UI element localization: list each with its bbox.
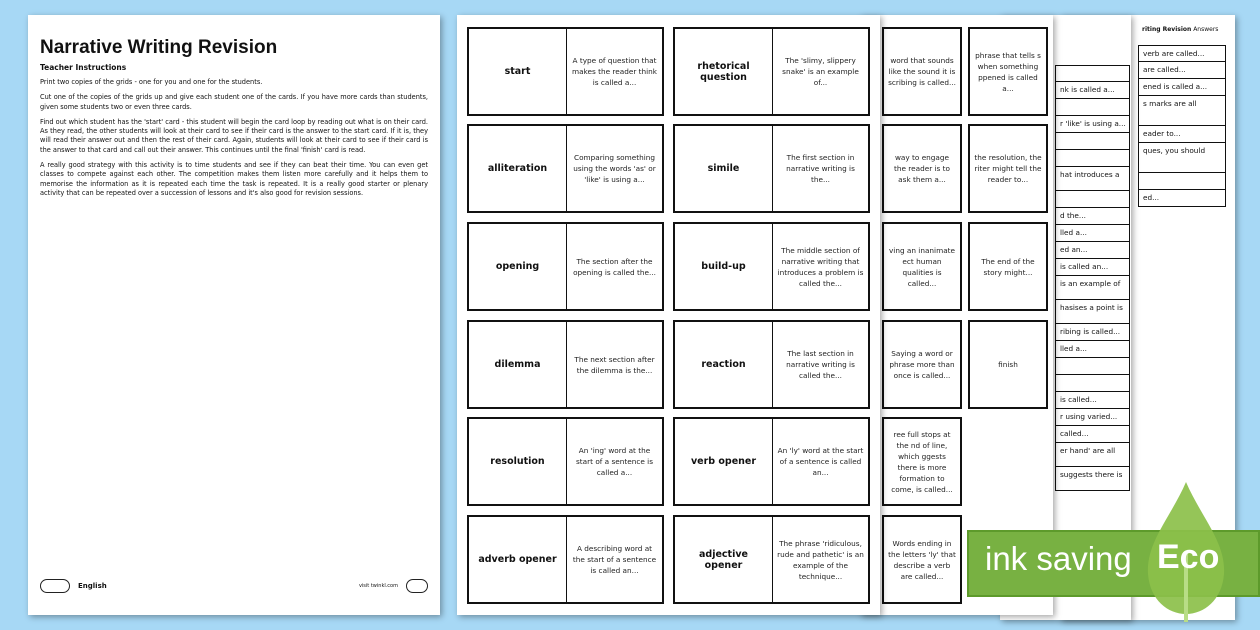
table-row (1055, 150, 1130, 167)
card-term: alliteration (469, 126, 567, 211)
table-row: is an example of (1055, 276, 1130, 300)
table-row: ed... (1138, 190, 1226, 207)
loop-card (968, 124, 1048, 213)
loop-card (673, 124, 870, 213)
answers-header: riting Revision Answers (1142, 26, 1219, 33)
loop-card (673, 320, 870, 409)
eco-label: Eco (1157, 538, 1220, 576)
card-term: start (469, 29, 567, 114)
loop-card (968, 222, 1048, 311)
page-footer (40, 579, 428, 593)
card-term: simile (675, 126, 773, 211)
table-row: r 'like' is using a... (1055, 116, 1130, 133)
table-row: lled a... (1055, 225, 1130, 242)
footer-url: visit twinkl.com (358, 583, 398, 589)
card-definition: The 'slimy, slippery snake' is an example of... (782, 56, 859, 87)
loop-card (968, 320, 1048, 409)
loop-card (882, 222, 962, 311)
instructions-page (28, 15, 440, 615)
loop-card (882, 124, 962, 213)
card-definition: ree full stops at the nd of line, which ggests there is more formation to come, is called... (891, 429, 953, 494)
card-definition: An 'ly' word at the start of a sentence is called an... (777, 446, 864, 477)
table-row: ques, you should (1138, 143, 1226, 173)
loop-card (467, 320, 664, 409)
loop-card (673, 222, 870, 311)
loop-card (882, 515, 962, 604)
table-row: hasises a point is (1055, 300, 1130, 324)
table-row: nk is called a... (1055, 82, 1130, 99)
page-title: Narrative Writing Revision (40, 37, 278, 58)
loop-card (673, 515, 870, 604)
footer-subject: English (78, 582, 107, 590)
card-definition: The next section after the dilemma is the... (574, 354, 655, 375)
table-row (1055, 65, 1130, 82)
card-definition: An 'ing' word at the start of a sentence is called a... (576, 446, 653, 477)
table-row: r using varied... (1055, 409, 1130, 426)
loop-card (467, 417, 664, 506)
loop-card (673, 27, 870, 116)
table-row: called... (1055, 426, 1130, 443)
card-page-1 (457, 15, 880, 615)
badge-icon (406, 579, 428, 593)
table-row (1055, 99, 1130, 116)
table-row: lled a... (1055, 341, 1130, 358)
card-term: adverb opener (469, 517, 567, 602)
table-row (1138, 173, 1226, 190)
table-row: verb are called... (1138, 45, 1226, 62)
table-row: d the... (1055, 208, 1130, 225)
instruction-paragraph: Cut one of the copies of the grids up and give each student one of the cards. If you have more cards than students, given some students two or even three cards. (40, 93, 428, 111)
table-row: hat introduces a (1055, 167, 1130, 191)
card-definition: The phrase 'ridiculous, rude and pathetic' is an example of the technique... (777, 538, 864, 581)
table-row: eader to... (1138, 126, 1226, 143)
card-definition: The section after the opening is called the... (573, 256, 656, 277)
table-row: ened is called a... (1138, 79, 1226, 96)
card-term: adjective opener (675, 517, 773, 602)
card-definition: A describing word at the start of a sentence is called an... (572, 544, 657, 575)
table-row (1055, 375, 1130, 392)
loop-card (968, 27, 1048, 116)
card-definition: word that sounds like the sound it is scribing is called... (888, 56, 956, 87)
card-term: verb opener (675, 419, 773, 504)
instruction-paragraph: Find out which student has the 'start' card - this student will begin the card loop by reading out what is on their card. As they read, the other students will look at their card to see if their card is the answer to the start card. If it is, they will read their answer out and then the rest of their card. Again, students will look at their card to see if their card is the answer to that card and call out their answer. This continues until the final 'finish' card is read. (40, 117, 428, 154)
table-row: ribing is called... (1055, 324, 1130, 341)
card-term: rhetorical question (675, 29, 773, 114)
card-definition: The last section in narrative writing is called the... (786, 349, 855, 380)
card-definition: A type of question that makes the reader think is called a... (571, 56, 658, 87)
loop-card (882, 27, 962, 116)
instruction-paragraph: Print two copies of the grids - one for you and one for the students. (40, 78, 263, 86)
table-row: is called an... (1055, 259, 1130, 276)
ink-saving-text: ink saving (985, 540, 1132, 577)
table-row: is called... (1055, 392, 1130, 409)
table-row: are called... (1138, 62, 1226, 79)
card-term: resolution (469, 419, 567, 504)
card-term: dilemma (469, 322, 567, 407)
table-row (1055, 358, 1130, 375)
loop-card (467, 124, 664, 213)
loop-card (882, 320, 962, 409)
table-row: er hand' are all (1055, 443, 1130, 467)
card-term: build-up (675, 224, 773, 309)
card-definition: Saying a word or phrase more than once is called... (889, 349, 955, 380)
card-term: opening (469, 224, 567, 309)
table-row (1055, 191, 1130, 208)
loop-card (467, 222, 664, 311)
table-row (1055, 133, 1130, 150)
card-definition: The first section in narrative writing is the... (786, 153, 855, 184)
card-definition: finish (998, 360, 1018, 369)
card-definition: The end of the story might... (981, 256, 1035, 277)
instructions-heading: Teacher Instructions (40, 63, 127, 72)
card-definition: the resolution, the riter might tell the reader to... (974, 153, 1042, 184)
twinkl-logo-icon (40, 579, 70, 593)
card-term: reaction (675, 322, 773, 407)
loop-card (467, 27, 664, 116)
card-definition: Words ending in the letters 'ly' that describe a verb are called... (888, 538, 956, 581)
card-definition: ving an inanimate ect human qualities is called... (888, 245, 956, 288)
card-definition: phrase that tells s when something ppened is called a... (975, 50, 1041, 93)
loop-card (467, 515, 664, 604)
loop-card (882, 417, 962, 506)
loop-card (673, 417, 870, 506)
card-definition: way to engage the reader is to ask them a... (893, 153, 950, 184)
card-definition: The middle section of narrative writing that introduces a problem is called the... (777, 245, 864, 288)
card-page-2 (860, 15, 1053, 615)
card-definition: Comparing something using the words 'as' or 'like' is using a... (573, 153, 656, 184)
table-row: suggests there is (1055, 467, 1130, 491)
table-row: s marks are all (1138, 96, 1226, 126)
instruction-paragraph: A really good strategy with this activity is to time students and see if they can beat their time. You can even get classes to compete against each other. The competition makes them listen more carefully and it helps them to memorise the information as it is repeated each time the task is repeated. It is a really good starter or plenary activity that can be repeated over a succession of lessons and it's also good for revision sessions. (40, 161, 428, 197)
table-row: ed an... (1055, 242, 1130, 259)
